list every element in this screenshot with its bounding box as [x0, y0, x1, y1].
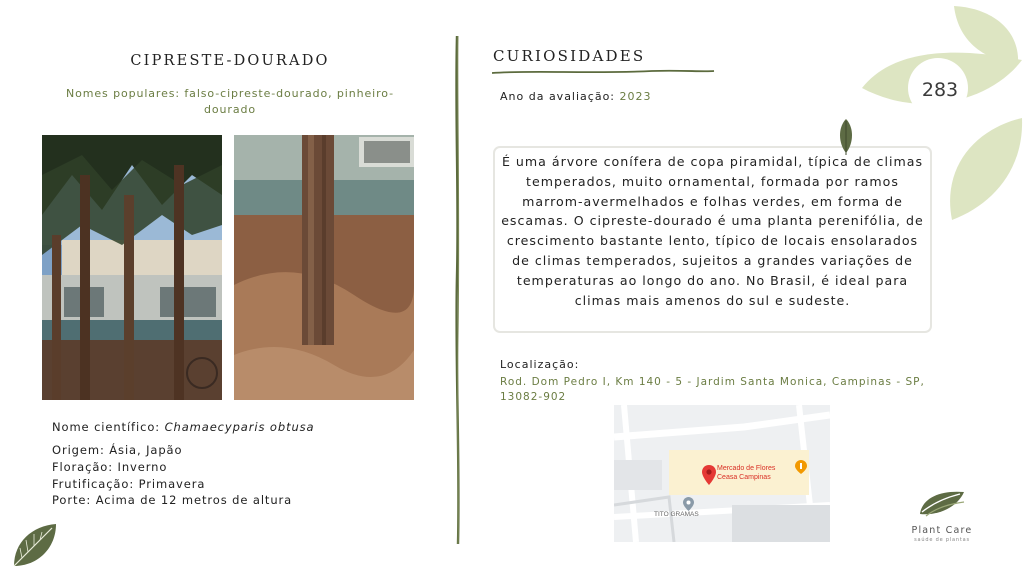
tree-photo-trunks: [42, 135, 222, 400]
location-address: Rod. Dom Pedro I, Km 140 - 5 - Jardim Santa Monica, Campinas - SP, 13082-902: [500, 376, 925, 403]
poi-line-2: Ceasa Campinas: [717, 473, 771, 481]
evaluation-year: [500, 90, 652, 103]
plant-care-logo-icon: [914, 486, 970, 520]
plant-size: Porte: Acima de 12 metros de altura: [52, 493, 293, 508]
location-label: Localização:: [500, 358, 580, 371]
plant-care-logo: [902, 486, 982, 543]
location-marker-icon[interactable]: [683, 497, 694, 511]
title-underline: [492, 68, 717, 76]
map-poi-label[interactable]: [717, 465, 775, 482]
brand-name: Plant Care: [911, 525, 973, 536]
small-leaf-icon: [836, 119, 856, 155]
poi-line-1: Mercado de Flores: [717, 465, 776, 472]
scientific-name-row: [52, 420, 442, 434]
food-icon[interactable]: [795, 460, 807, 474]
column-divider: [452, 36, 464, 544]
brand-tagline: saúde de plantas: [914, 537, 970, 543]
origin: Origem: Ásia, Japão: [52, 443, 183, 457]
fruiting: Frutificação: Primavera: [52, 476, 206, 491]
description-box: É uma árvore conífera de copa piramidal, típica de climas temperados, muito ornamental, formada por ramos marrom-avermelhados e folhas verdes, em forma de escamas. O cipreste-dourado é uma planta perenifólia, de crescimento bastante lento, típico de locais ensolarados de climas temperados, sujeitos a grandes variações de temperaturas ao longo do ano. No Brasil, é ideal para climas mais amenos do sul e sudeste.: [493, 146, 932, 333]
scientific-name: Chamaecyparis obtusa: [164, 420, 315, 434]
curiosities-title: CURIOSIDADES: [493, 47, 646, 65]
scientific-label: Nome científico:: [52, 420, 165, 434]
corner-leaf-icon: [10, 520, 60, 570]
leaf-icon: [862, 0, 1024, 225]
map-pin-icon[interactable]: [702, 465, 716, 485]
tree-trunk-photo: [234, 135, 414, 400]
plant-title: CIPRESTE-DOURADO: [130, 53, 330, 69]
plant-info: [52, 420, 442, 509]
year-label: Ano da avaliação:: [500, 90, 620, 103]
flowering: Floração: Inverno: [52, 459, 168, 474]
popular-names: Nomes populares: falso-cipreste-dourado, pinheiro-dourado: [66, 87, 394, 116]
year-value: 2023: [619, 90, 652, 103]
page-number: 283: [921, 79, 959, 101]
map-secondary-label[interactable]: TITO GRAMAS: [654, 511, 699, 518]
location-map[interactable]: [614, 405, 830, 542]
